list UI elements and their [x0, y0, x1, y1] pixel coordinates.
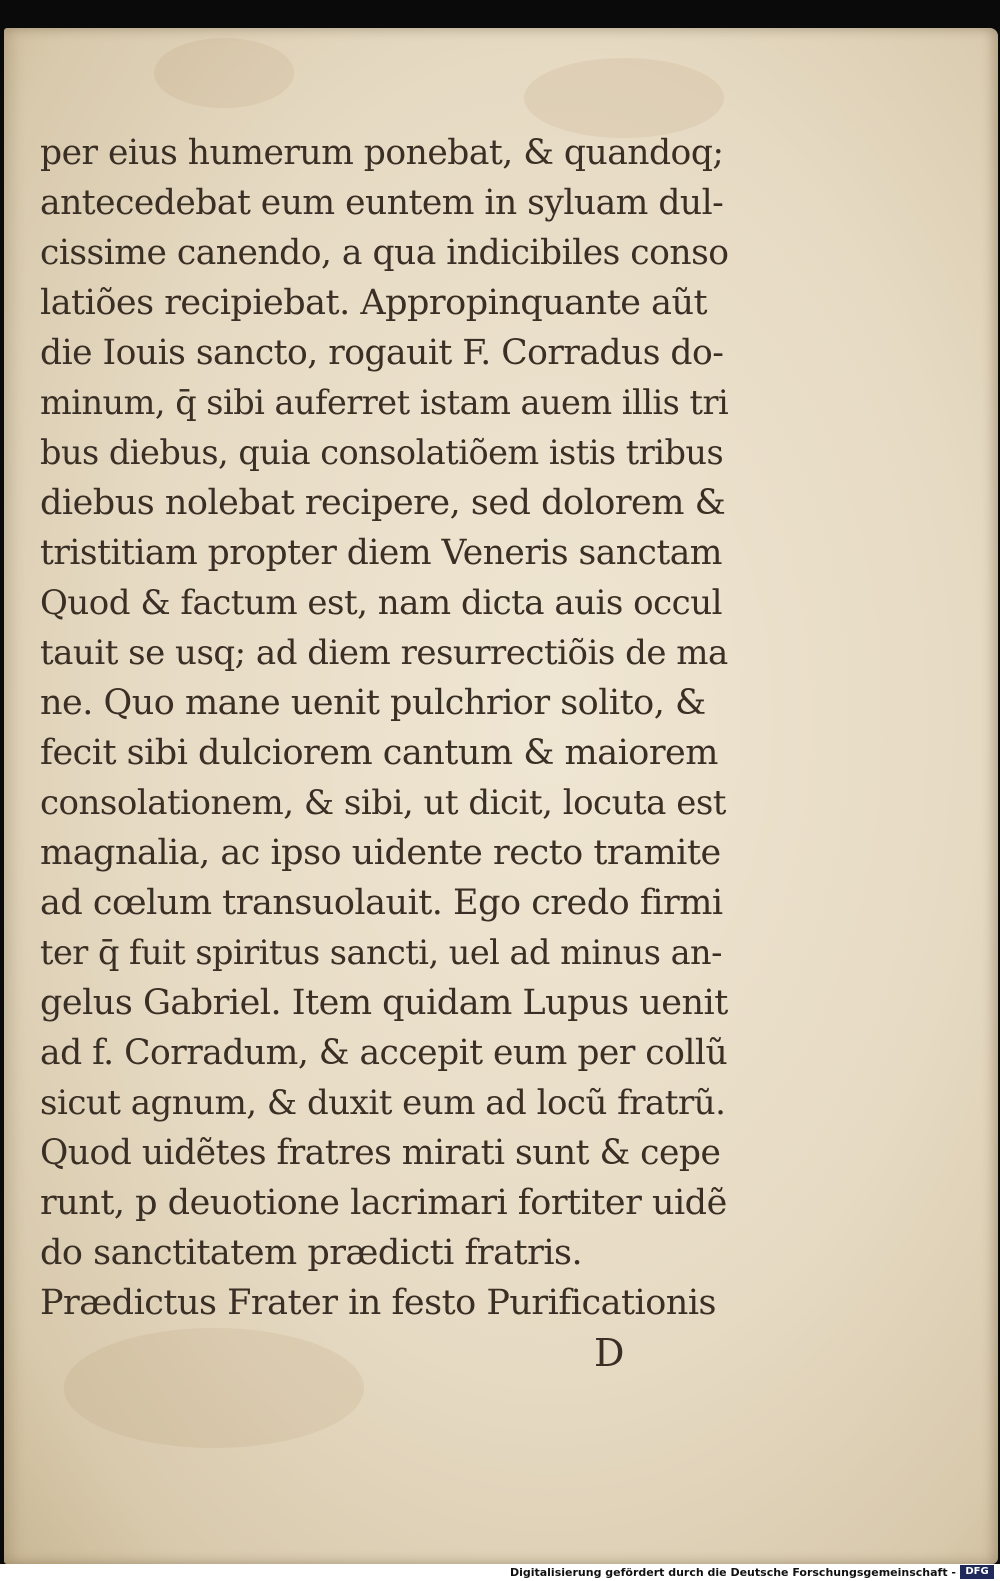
- text-line: die Iouis sancto, rogauit F. Corradus do-: [40, 333, 724, 373]
- digitization-footer: [0, 1564, 1000, 1581]
- text-line: do sanctitatem prædicti fratris.: [40, 1233, 583, 1273]
- text-line: gelus Gabriel. Item quidam Lupus uenit: [40, 983, 728, 1023]
- text-line: latiões recipiebat. Appropinquante aũt: [40, 283, 708, 323]
- text-line: consolationem, & sibi, ut dicit, locuta est: [40, 783, 726, 823]
- paper-stain: [64, 1328, 364, 1448]
- text-line: Prædictus Frater in festo Purificationis: [40, 1283, 717, 1323]
- text-line: minum, q̄ sibi auferret istam auem illis tri: [40, 383, 729, 422]
- text-line: tristitiam propter diem Veneris sanctam: [40, 533, 722, 573]
- text-line: bus diebus, quia consolatiõem istis tribus: [40, 433, 724, 472]
- text-line: Quod uidẽtes fratres mirati sunt & cepe: [40, 1133, 721, 1173]
- footer-credit: Digitalisierung gefördert durch die Deutsche Forschungsgemeinschaft -: [509, 1566, 956, 1579]
- text-line: magnalia, ac ipso uidente recto tramite: [40, 833, 721, 873]
- text-line: per eius humerum ponebat, & quandoq;: [40, 133, 724, 173]
- text-line: diebus nolebat recipere, sed dolorem &: [40, 483, 726, 523]
- paper-stain: [154, 38, 294, 108]
- text-line: runt, p deuotione lacrimari fortiter uidẽ: [40, 1183, 727, 1223]
- text-line: ter q̄ fuit spiritus sancti, uel ad minus an-: [40, 933, 722, 972]
- page-text: [40, 128, 730, 1328]
- text-line: ne. Quo mane uenit pulchrior solito, &: [40, 683, 706, 723]
- text-line: fecit sibi dulciorem cantum & maiorem: [40, 733, 718, 773]
- text-line: ad f. Corradum, & accepit eum per collũ: [40, 1033, 728, 1073]
- text-line: antecedebat eum euntem in syluam dul-: [40, 183, 724, 223]
- text-line: tauit se usq; ad diem resurrectiõis de ma: [40, 633, 728, 673]
- text-line: sicut agnum, & duxit eum ad locũ fratrũ.: [40, 1083, 726, 1123]
- paper-stain: [524, 58, 724, 138]
- dfg-logo: DFG: [960, 1565, 994, 1579]
- text-line: cissime canendo, a qua indicibiles conso: [40, 233, 729, 273]
- text-line: Quod & factum est, nam dicta auis occul: [40, 583, 722, 623]
- text-line: ad cœlum transuolauit. Ego credo firmi: [40, 883, 723, 923]
- signature-mark: D: [594, 1331, 625, 1375]
